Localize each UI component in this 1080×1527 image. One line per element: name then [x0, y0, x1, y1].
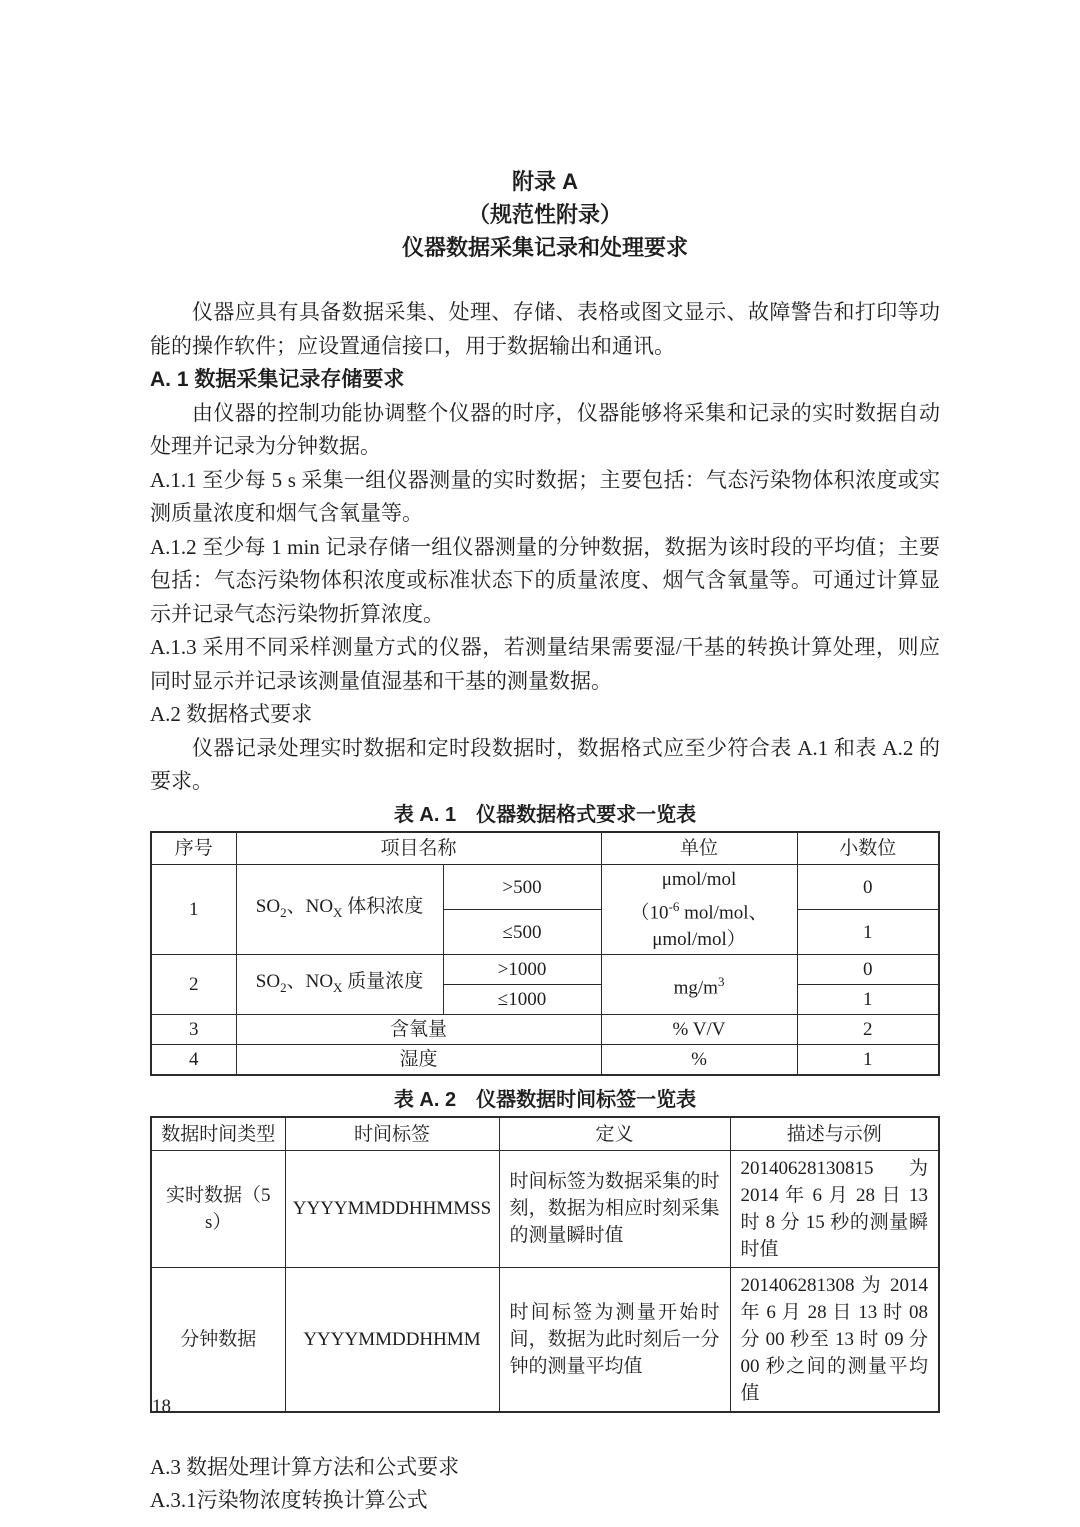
cell-decimals-4: 1: [797, 1045, 939, 1076]
cell-serial-2: 2: [151, 955, 236, 1015]
unit-text: mg/m: [673, 977, 718, 999]
subscript: 2: [280, 905, 287, 921]
subscript: X: [333, 980, 343, 996]
item-text: 、NO: [286, 971, 334, 993]
table-a2-header-row: [151, 1117, 939, 1150]
unit-line-2: [606, 893, 793, 953]
heading-a3: A.3 数据处理计算方法和公式要求: [150, 1454, 460, 1479]
cell-decimals-3: 2: [797, 1015, 939, 1045]
cell-range-high-2: >1000: [443, 955, 601, 985]
superscript: 3: [717, 974, 725, 990]
item-text: SO: [255, 971, 281, 993]
cell-unit-2: [601, 955, 797, 1015]
cell-example-realtime: 20140628130815 为 2014 年 6 月 28 日 13 时 8 分 15 秒的测量瞬时值: [730, 1150, 939, 1267]
cell-item-name-3: 含氧量: [236, 1015, 601, 1045]
column-header-example: 描述与示例: [730, 1117, 939, 1150]
unit-text: mol/mol、μmol/mol）: [652, 902, 768, 951]
table-a2-caption: 表 A. 2 仪器数据时间标签一览表: [393, 1089, 697, 1112]
column-header-unit: 单位: [601, 832, 797, 865]
cell-serial-1: 1: [151, 865, 236, 955]
cell-tag-realtime: YYYYMMDDHHMMSS: [285, 1150, 499, 1267]
cell-type-realtime: 实时数据（5 s）: [151, 1150, 285, 1267]
superscript: -6: [668, 899, 680, 914]
appendix-title: 附录 A: [511, 169, 578, 194]
item-text: SO: [255, 896, 281, 918]
cell-item-name-2: [236, 955, 443, 1015]
cell-serial-4: 4: [151, 1045, 236, 1076]
table-a1-caption: 表 A. 1 仪器数据格式要求一览表: [393, 803, 697, 826]
cell-unit-4: %: [601, 1045, 797, 1076]
page-content: [150, 165, 940, 1518]
cell-item-name-4: 湿度: [236, 1045, 601, 1076]
paragraph-a1-2: A.1.2 至少每 1 min 记录存储一组仪器测量的分钟数据，数据为该时段的平均值；主要包括：气态污染物体积浓度或标准状态下的质量浓度、烟气含氧量等。可通过计算显示并记录气态污染物折算浓度。: [150, 534, 940, 626]
table-a1: [150, 831, 940, 1077]
item-text: 、NO: [286, 896, 334, 918]
column-header-decimals: 小数位: [797, 832, 939, 865]
cell-unit-1: [601, 865, 797, 955]
cell-decimals-low-2: 1: [797, 985, 939, 1015]
heading-a3-1: A.3.1污染物浓度转换计算公式: [150, 1488, 428, 1513]
cell-serial-3: 3: [151, 1015, 236, 1045]
table-row: [151, 1015, 939, 1045]
appendix-subtitle: （规范性附录）: [467, 202, 622, 227]
heading-a2: A.2 数据格式要求: [150, 702, 313, 726]
column-header-time-tag: 时间标签: [285, 1117, 499, 1150]
unit-text: （10: [630, 902, 669, 924]
item-text: 体积浓度: [342, 896, 424, 918]
cell-range-low-2: ≤1000: [443, 985, 601, 1015]
table-row: [151, 1045, 939, 1076]
cell-decimals-low-1: 1: [797, 910, 939, 955]
cell-decimals-high-1: 0: [797, 865, 939, 910]
cell-range-high-1: >500: [443, 865, 601, 910]
subscript: X: [333, 905, 343, 921]
cell-definition-realtime: 时间标签为数据采集的时刻，数据为相应时刻采集的测量瞬时值: [499, 1150, 730, 1267]
paragraph-a1-3: A.1.3 采用不同采样测量方式的仪器，若测量结果需要湿/干基的转换计算处理，则应同时显示并记录该测量值湿基和干基的测量数据。: [150, 635, 940, 693]
table-row: [151, 955, 939, 985]
cell-item-name-1: [236, 865, 443, 955]
table-row: [151, 1267, 939, 1412]
unit-line-1: μmol/mol: [661, 869, 737, 890]
subscript: 2: [280, 980, 287, 996]
paragraph-a2-body: 仪器记录处理实时数据和定时段数据时，数据格式应至少符合表 A.1 和表 A.2 的要求。: [150, 735, 940, 793]
page-number: 18: [152, 1396, 171, 1417]
column-header-serial: 序号: [151, 832, 236, 865]
column-header-data-time-type: 数据时间类型: [151, 1117, 285, 1150]
paragraph-a1-body: 由仪器的控制功能协调整个仪器的时序，仪器能够将采集和记录的实时数据自动处理并记录为分钟数据。: [150, 400, 940, 458]
paragraph-a1-1: A.1.1 至少每 5 s 采集一组仪器测量的实时数据；主要包括：气态污染物体积浓度或实测质量浓度和烟气含氧量等。: [150, 467, 940, 525]
table-row: [151, 865, 939, 910]
column-header-item: 项目名称: [236, 832, 601, 865]
appendix-section-title: 仪器数据采集记录和处理要求: [401, 235, 688, 260]
cell-unit-3: % V/V: [601, 1015, 797, 1045]
table-a1-header-row: [151, 832, 939, 865]
cell-type-minute: 分钟数据: [151, 1267, 285, 1412]
cell-range-low-1: ≤500: [443, 910, 601, 955]
table-a2: [150, 1116, 940, 1413]
cell-definition-minute: 时间标签为测量开始时间，数据为此时刻后一分钟的测量平均值: [499, 1267, 730, 1412]
table-row: [151, 1150, 939, 1267]
column-header-definition: 定义: [499, 1117, 730, 1150]
cell-tag-minute: YYYYMMDDHHMM: [285, 1267, 499, 1412]
item-text: 质量浓度: [342, 971, 424, 993]
paragraph-intro: 仪器应具有具备数据采集、处理、存储、表格或图文显示、故障警告和打印等功能的操作软件；应设置通信接口，用于数据输出和通讯。: [150, 300, 940, 358]
cell-example-minute: 201406281308 为 2014 年 6 月 28 日 13 时 08 分 00 秒至 13 时 09 分 00 秒之间的测量平均值: [730, 1267, 939, 1412]
heading-a1: A. 1 数据采集记录存储要求: [150, 368, 405, 391]
cell-decimals-high-2: 0: [797, 955, 939, 985]
